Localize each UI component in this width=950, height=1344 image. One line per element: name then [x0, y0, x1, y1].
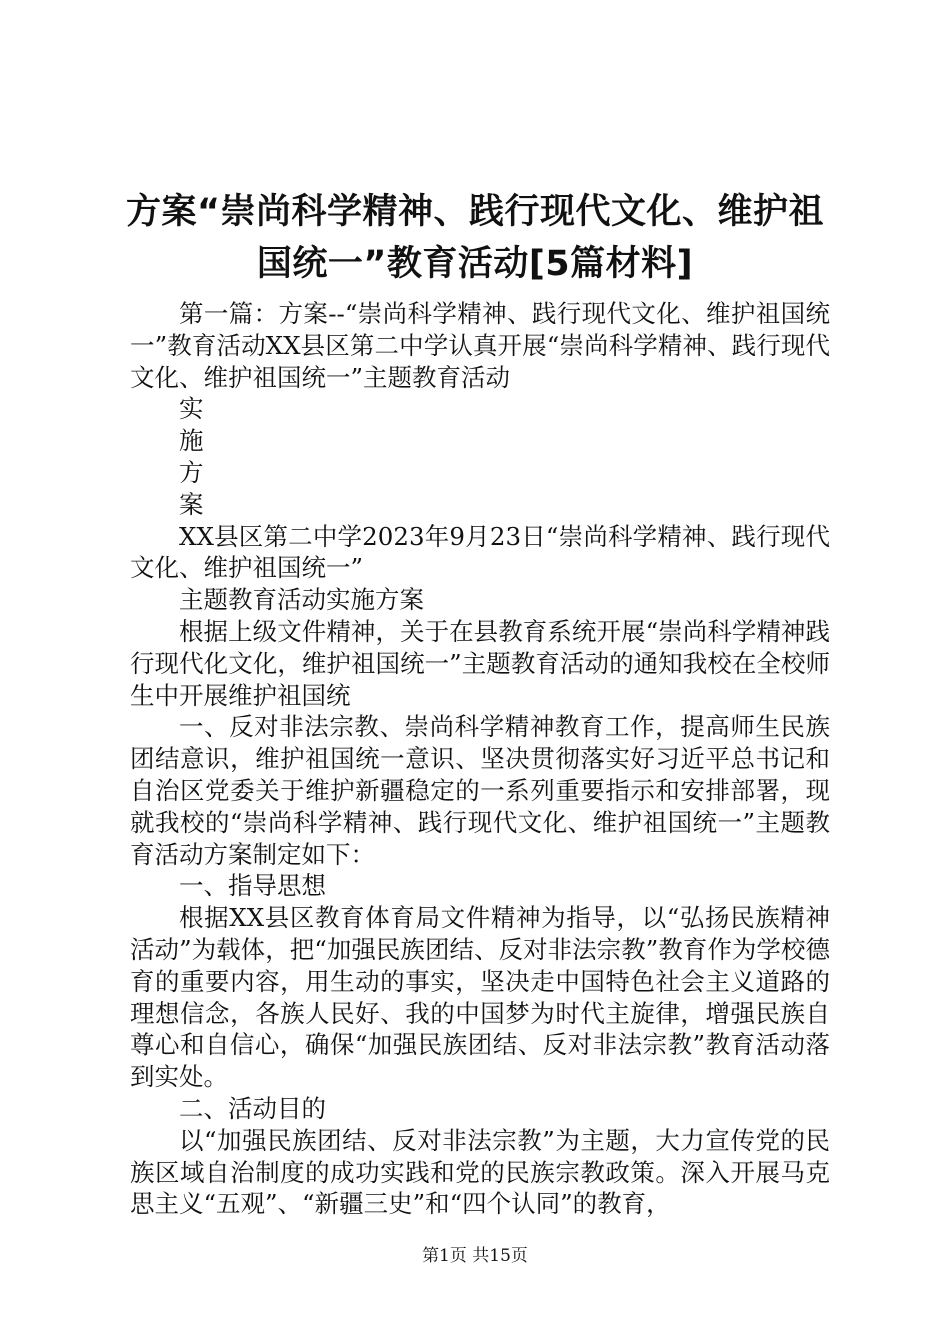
- vertical-char-4: 案: [179, 489, 204, 519]
- paragraph-guiding-ideology: 根据XX县区教育体育局文件精神为指导，以“弘扬民族精神活动”为载体，把“加强民族团结、反对非法宗教”教育作为学校德育的重要内容，用生动的事实，坚决走中国特色社会主义道路的理想信念，各族人民好、我的中国梦为时代主旋律，增强民族自尊心和自信心，确保“加强民族团结、反对非法宗教”教育活动落到实处。: [130, 903, 830, 1092]
- paragraph-intro: 第一篇：方案--“崇尚科学精神、践行现代文化、维护祖国统一”教育活动XX县区第二中学认真开展“崇尚科学精神、践行现代文化、维护祖国统一”主题教育活动: [130, 299, 830, 392]
- paragraph-purpose: 一、反对非法宗教、崇尚科学精神教育工作，提高师生民族团结意识，维护祖国统一意识、坚决贯彻落实好习近平总书记和自治区党委关于维护新疆稳定的一系列重要指示和安排部署，现就我校的“崇尚科学精神、践行现代文化、维护祖国统一”主题教育活动方案制定如下：: [130, 712, 830, 869]
- paragraph-plan-title: 主题教育活动实施方案: [179, 585, 424, 615]
- section-heading-guiding-ideology: 一、指导思想: [179, 871, 326, 901]
- document-body: [130, 298, 830, 1220]
- title-line-1: 方案“崇尚科学精神、践行现代文化、维护祖: [125, 192, 824, 232]
- document-title: [100, 186, 850, 290]
- title-line-2: 国统一”教育活动[5篇材料]: [256, 244, 694, 284]
- paragraph-activity-goal: 以“加强民族团结、反对非法宗教”为主题，大力宣传党的民族区域自治制度的成功实践和党的民族宗教政策。深入开展马克思主义“五观”、“新疆三史”和“四个认同”的教育，: [130, 1125, 830, 1219]
- vertical-char-2: 施: [179, 426, 204, 456]
- vertical-char-1: 实: [179, 394, 204, 424]
- page-number-footer: 第1页 共15页: [422, 1246, 528, 1266]
- paragraph-basis: 根据上级文件精神，关于在县教育系统开展“崇尚科学精神践行现代化文化，维护祖国统一”主题教育活动的通知我校在全校师生中开展维护祖国统: [130, 616, 830, 710]
- paragraph-school-date: XX县区第二中学2023年9月23日“崇尚科学精神、践行现代文化、维护祖国统一”: [130, 521, 830, 583]
- section-heading-activity-goal: 二、活动目的: [179, 1093, 326, 1123]
- vertical-char-3: 方: [179, 457, 204, 487]
